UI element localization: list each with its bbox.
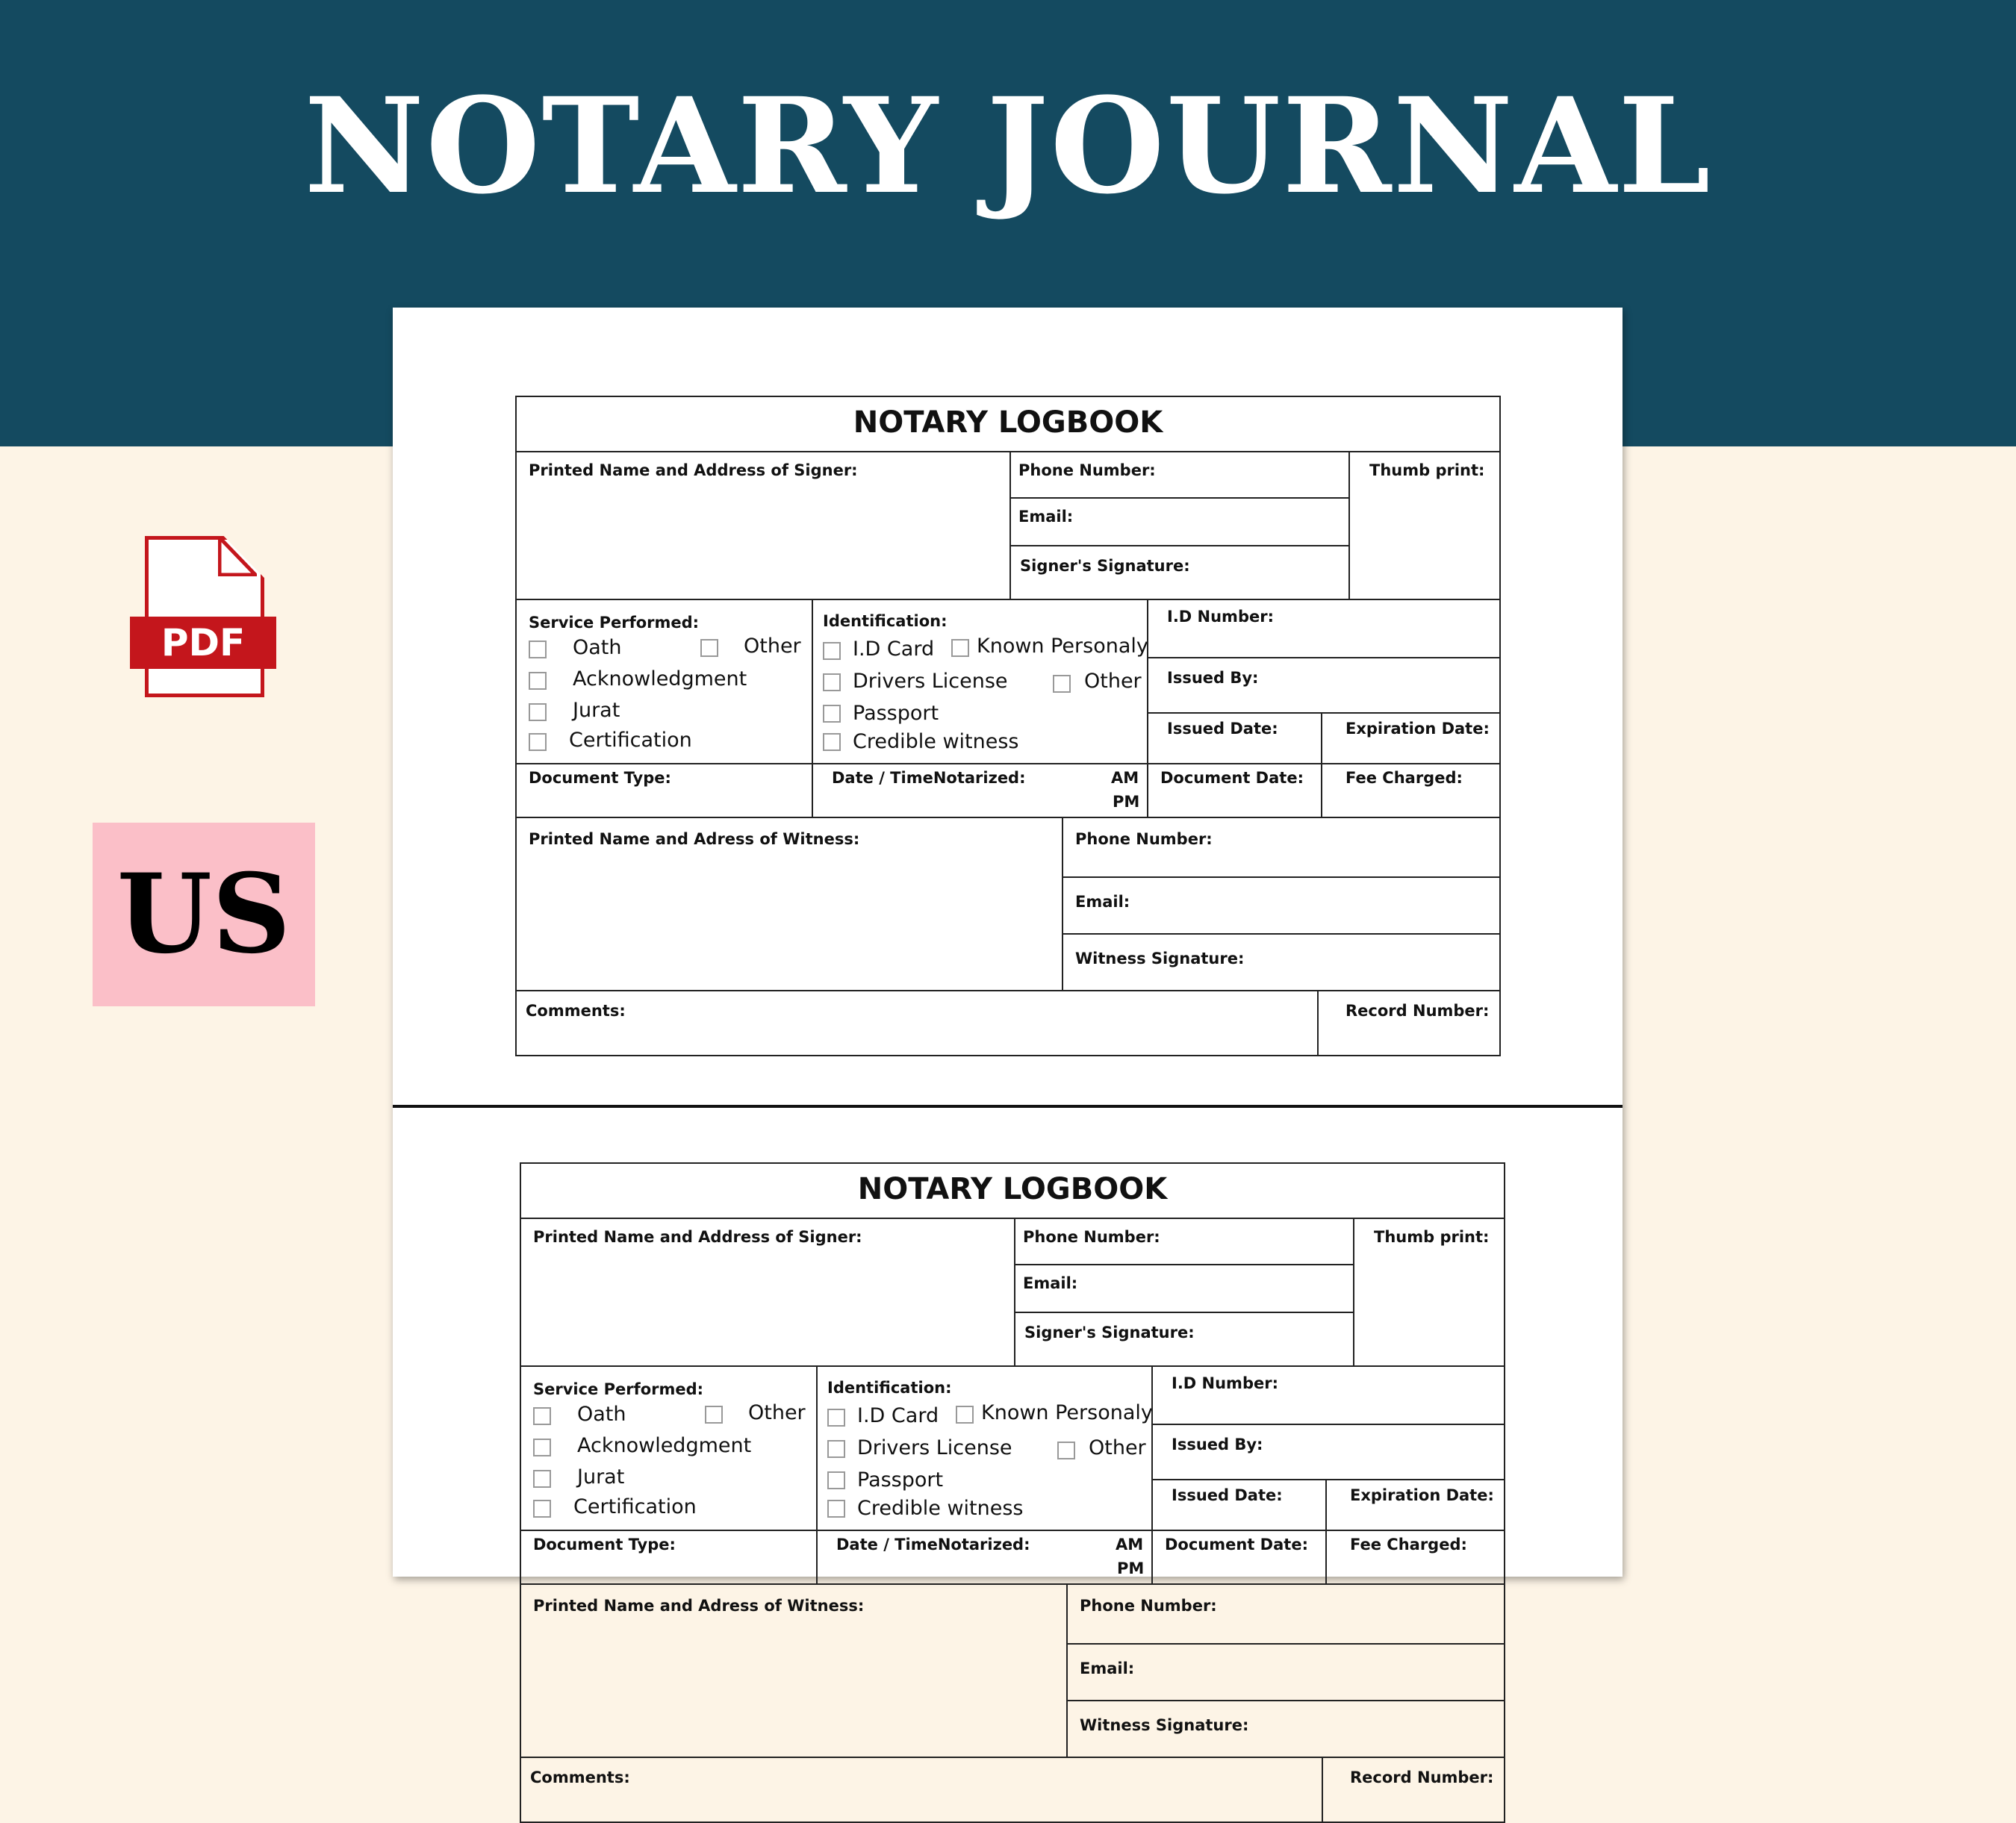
logbook-title: NOTARY LOGBOOK: [853, 405, 1163, 440]
oath-checkbox[interactable]: [533, 1407, 551, 1425]
comments-field[interactable]: [520, 1757, 1323, 1823]
known-personaly-checkbox[interactable]: [951, 639, 969, 657]
paper-sheet: [393, 308, 1623, 1786]
record-number-field[interactable]: [1317, 990, 1501, 1056]
jurat-label: Jurat: [573, 699, 620, 722]
credible-witness-checkbox[interactable]: [823, 733, 841, 751]
drivers-license-label: Drivers License: [857, 1436, 1012, 1459]
am-label: AM: [1111, 769, 1139, 787]
expiration-date-label: Expiration Date:: [1350, 1486, 1494, 1504]
id-other-label: Other: [1089, 1436, 1146, 1459]
logbook-title: NOTARY LOGBOOK: [857, 1172, 1168, 1206]
id-card-label: I.D Card: [857, 1404, 939, 1427]
comments-label: Comments:: [530, 1769, 630, 1786]
id-number-label: I.D Number:: [1172, 1374, 1278, 1392]
thumb-print-label: Thumb print:: [1374, 1228, 1490, 1246]
service-other-label: Other: [748, 1401, 806, 1424]
oath-label: Oath: [573, 636, 622, 659]
record-number-field[interactable]: [1322, 1757, 1505, 1823]
service-performed-label: Service Performed:: [533, 1380, 704, 1398]
passport-label: Passport: [853, 702, 939, 725]
document-type-label: Document Type:: [529, 769, 671, 787]
id-card-checkbox[interactable]: [823, 642, 841, 660]
id-number-label: I.D Number:: [1167, 608, 1274, 626]
witness-phone-label: Phone Number:: [1080, 1597, 1217, 1615]
am-label: AM: [1116, 1536, 1144, 1554]
known-personaly-label: Known Personaly: [981, 1401, 1153, 1424]
credible-witness-checkbox[interactable]: [827, 1500, 845, 1518]
id-other-label: Other: [1084, 670, 1142, 693]
page-separator: [393, 1105, 1623, 1108]
credible-witness-label: Credible witness: [857, 1497, 1024, 1520]
phone-label: Phone Number:: [1018, 461, 1156, 479]
signer-name-label: Printed Name and Address of Signer:: [533, 1228, 862, 1246]
witness-name-label: Printed Name and Adress of Witness:: [529, 830, 860, 848]
identification-label: Identification:: [827, 1379, 952, 1397]
credible-witness-label: Credible witness: [853, 730, 1019, 753]
comments-label: Comments:: [526, 1002, 626, 1020]
id-other-checkbox[interactable]: [1057, 1442, 1075, 1459]
comments-field[interactable]: [515, 990, 1319, 1056]
passport-label: Passport: [857, 1468, 944, 1492]
witness-name-label: Printed Name and Adress of Witness:: [533, 1597, 865, 1615]
service-other-checkbox[interactable]: [705, 1406, 723, 1424]
issued-date-label: Issued Date:: [1167, 720, 1278, 738]
known-personaly-checkbox[interactable]: [956, 1406, 974, 1424]
signer-signature-label: Signer's Signature:: [1024, 1324, 1195, 1341]
issued-by-label: Issued By:: [1172, 1436, 1263, 1453]
jurat-checkbox[interactable]: [529, 703, 547, 721]
oath-checkbox[interactable]: [529, 641, 547, 658]
signer-name-label: Printed Name and Address of Signer:: [529, 461, 858, 479]
expiration-date-label: Expiration Date:: [1345, 720, 1490, 738]
drivers-license-label: Drivers License: [853, 670, 1008, 693]
passport-checkbox[interactable]: [823, 705, 841, 723]
date-time-label: Date / TimeNotarized:: [832, 769, 1026, 787]
jurat-label: Jurat: [577, 1465, 625, 1489]
known-personaly-label: Known Personaly: [977, 635, 1148, 658]
witness-signature-label: Witness Signature:: [1080, 1716, 1249, 1734]
issued-by-label: Issued By:: [1167, 669, 1259, 687]
witness-email-label: Email:: [1075, 893, 1130, 911]
passport-checkbox[interactable]: [827, 1471, 845, 1489]
certification-checkbox[interactable]: [533, 1500, 551, 1518]
issued-date-label: Issued Date:: [1172, 1486, 1283, 1504]
witness-email-label: Email:: [1080, 1660, 1135, 1677]
logbook-form: [515, 396, 1501, 1056]
id-other-checkbox[interactable]: [1053, 675, 1071, 693]
jurat-checkbox[interactable]: [533, 1470, 551, 1488]
service-other-label: Other: [744, 635, 801, 658]
acknowledgment-checkbox[interactable]: [529, 672, 547, 690]
document-type-label: Document Type:: [533, 1536, 676, 1554]
acknowledgment-label: Acknowledgment: [577, 1434, 752, 1457]
fee-charged-label: Fee Charged:: [1345, 769, 1463, 787]
thumb-print-label: Thumb print:: [1369, 461, 1485, 479]
certification-label: Certification: [569, 729, 692, 752]
acknowledgment-checkbox[interactable]: [533, 1439, 551, 1456]
date-time-label: Date / TimeNotarized:: [836, 1536, 1030, 1554]
phone-label: Phone Number:: [1023, 1228, 1160, 1246]
pdf-file-icon: [128, 536, 281, 697]
drivers-license-checkbox[interactable]: [827, 1440, 845, 1458]
fee-charged-label: Fee Charged:: [1350, 1536, 1467, 1554]
record-number-label: Record Number:: [1345, 1002, 1490, 1020]
email-label: Email:: [1018, 508, 1074, 526]
certification-checkbox[interactable]: [529, 733, 547, 751]
identification-label: Identification:: [823, 612, 948, 630]
signer-signature-label: Signer's Signature:: [1020, 557, 1190, 575]
document-date-label: Document Date:: [1165, 1536, 1308, 1554]
document-date-label: Document Date:: [1160, 769, 1304, 787]
email-label: Email:: [1023, 1274, 1078, 1292]
pm-label: PM: [1113, 793, 1140, 811]
record-number-label: Record Number:: [1350, 1769, 1494, 1786]
service-other-checkbox[interactable]: [700, 639, 718, 657]
certification-label: Certification: [573, 1495, 697, 1518]
acknowledgment-label: Acknowledgment: [573, 667, 747, 691]
drivers-license-checkbox[interactable]: [823, 673, 841, 691]
witness-signature-label: Witness Signature:: [1075, 950, 1245, 967]
id-card-label: I.D Card: [853, 638, 935, 661]
pdf-label: PDF: [130, 617, 276, 669]
country-badge: US: [93, 823, 315, 1006]
logbook-form-2: [520, 1162, 1505, 1823]
page-fold-icon: [218, 536, 257, 576]
pm-label: PM: [1117, 1559, 1145, 1577]
id-card-checkbox[interactable]: [827, 1409, 845, 1427]
service-performed-label: Service Performed:: [529, 614, 700, 632]
witness-phone-label: Phone Number:: [1075, 830, 1213, 848]
oath-label: Oath: [577, 1403, 626, 1426]
page-title: NOTARY JOURNAL: [304, 69, 1712, 223]
